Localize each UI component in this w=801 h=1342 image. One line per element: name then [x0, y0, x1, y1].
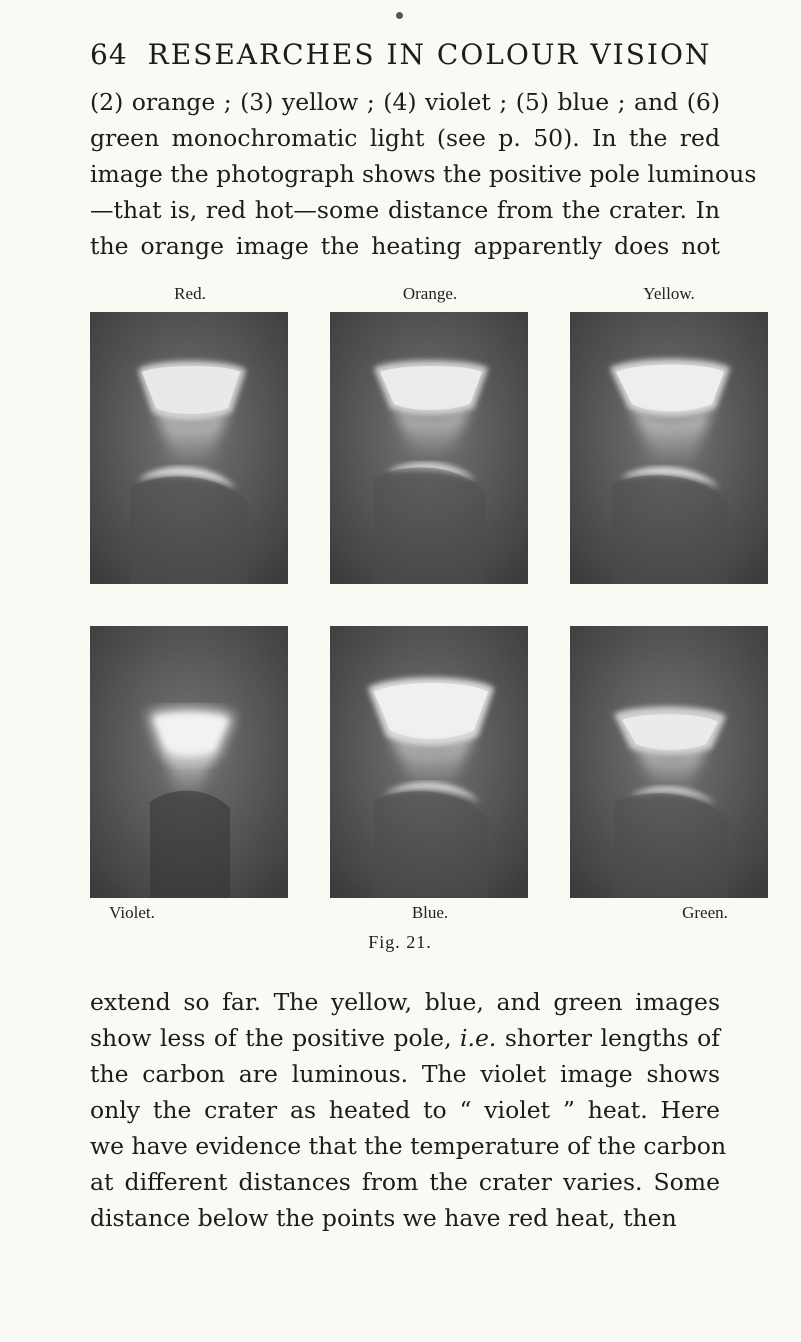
text-line: only the crater as heated to “ violet ” heat. Here [90, 1096, 720, 1124]
label-green: Green. [682, 903, 728, 922]
paragraph-bottom [90, 984, 727, 1236]
running-title: RESEARCHES IN COLOUR VISION [147, 38, 712, 71]
figure-caption: Fig. 21. [368, 932, 432, 952]
label-blue: Blue. [411, 903, 449, 922]
label-orange: Orange. [402, 284, 458, 303]
text-segment: shorter lengths of [504, 1024, 720, 1052]
text-line: extend so far. The yellow, blue, and green images [90, 988, 720, 1016]
page-header [90, 38, 715, 71]
photo-orange [330, 312, 528, 584]
text-line: the carbon are luminous. The violet image shows [90, 1060, 720, 1088]
text-line: image the photograph shows the positive pole luminous [90, 160, 757, 188]
photo-red [90, 312, 288, 584]
text-line: green monochromatic light (see p. 50). In the red [90, 124, 720, 152]
photo-red-graphic [90, 312, 288, 584]
photo-blue [330, 626, 528, 898]
photo-green-graphic [570, 626, 768, 898]
text-line: (2) orange ; (3) yellow ; (4) violet ; (5) blue ; and (6) [90, 88, 720, 116]
text-line [90, 1020, 720, 1056]
text-line: —that is, red hot—some distance from the crater. In [90, 196, 720, 224]
photo-violet [90, 626, 288, 898]
text-line: the orange image the heating apparently does not [90, 232, 720, 260]
label-red: Red. [174, 284, 206, 303]
photo-violet-graphic [90, 626, 288, 898]
text-line: we have evidence that the temperature of the carbon [90, 1132, 727, 1160]
page-mark [396, 12, 403, 19]
page-number: 64 [90, 38, 128, 71]
label-violet: Violet. [109, 903, 155, 922]
label-yellow: Yellow. [643, 284, 695, 303]
text-line: distance below the points we have red heat, then [90, 1204, 677, 1232]
photo-yellow-graphic [570, 312, 768, 584]
photo-yellow [570, 312, 768, 584]
text-segment: show less of the positive pole, [90, 1024, 452, 1052]
paragraph-top [90, 84, 757, 264]
text-line: at different distances from the crater varies. Some [90, 1168, 720, 1196]
photo-blue-graphic [330, 626, 528, 898]
photo-green [570, 626, 768, 898]
photo-orange-graphic [330, 312, 528, 584]
italic-abbrev: i.e. [460, 1024, 497, 1052]
